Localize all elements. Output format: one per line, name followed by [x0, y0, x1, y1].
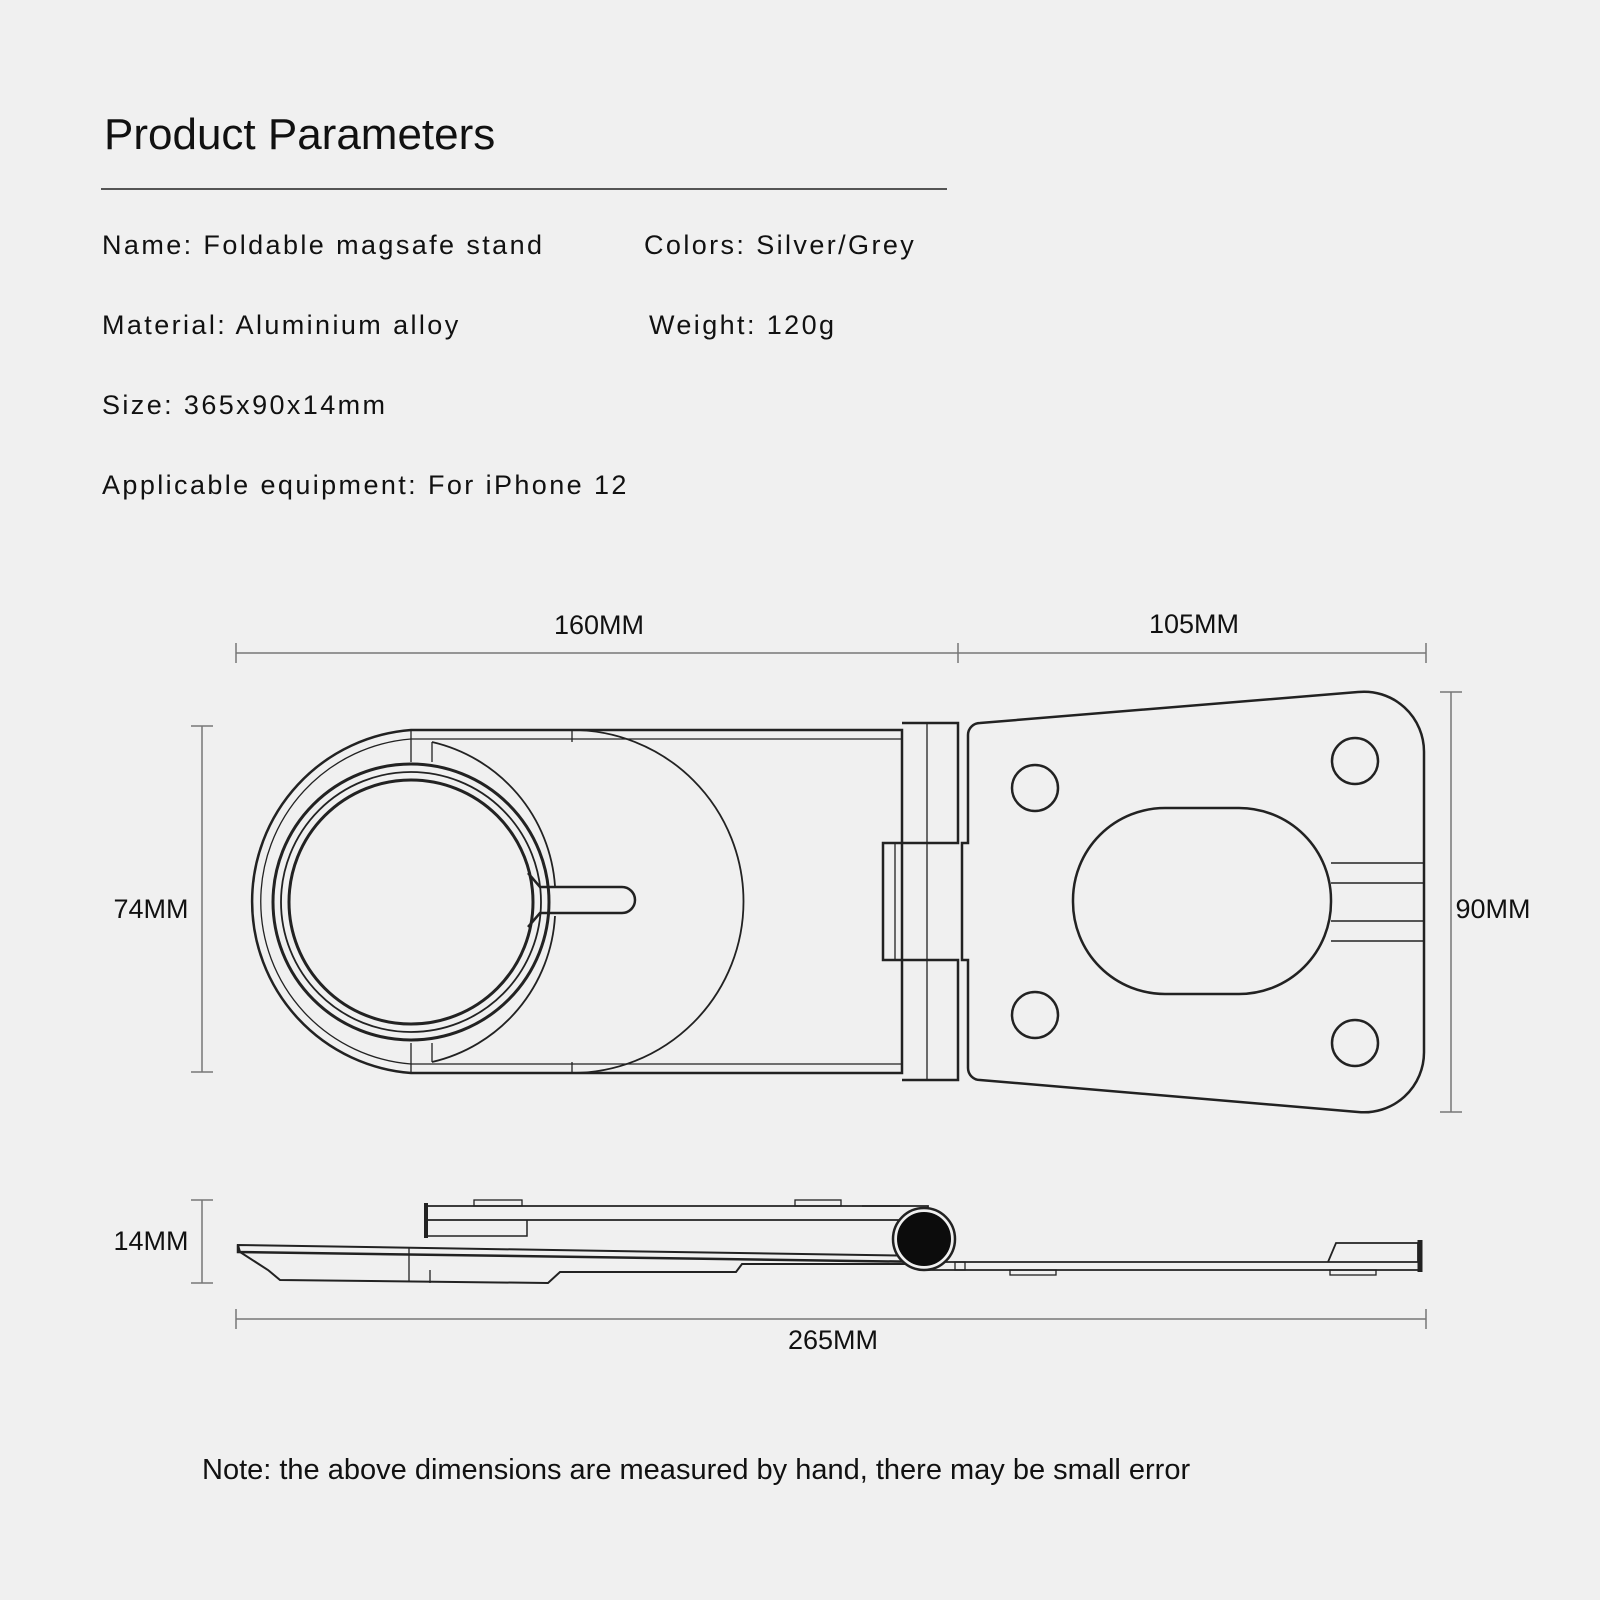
- screw-hole: [1332, 738, 1378, 784]
- stand-top-view-arm: [252, 723, 958, 1080]
- param-size: Size: 365x90x14mm: [102, 390, 388, 420]
- screw-hole: [1012, 992, 1058, 1038]
- dim-label-top-left: 160MM: [553, 610, 645, 640]
- param-weight: Weight: 120g: [649, 310, 837, 340]
- hinge-icon: [898, 1213, 950, 1265]
- param-name: Name: Foldable magsafe stand: [102, 230, 545, 260]
- dim-label-top-right: 105MM: [1148, 609, 1240, 639]
- param-colors: Colors: Silver/Grey: [644, 230, 917, 260]
- stand-side-view: [238, 1200, 1420, 1283]
- page-title: Product Parameters: [104, 110, 496, 159]
- dim-label-right-height: 90MM: [1455, 894, 1531, 924]
- param-material: Material: Aluminium alloy: [102, 310, 461, 340]
- measurement-note: Note: the above dimensions are measured by hand, there may be small error: [202, 1454, 1191, 1486]
- stand-top-view-base: [962, 692, 1424, 1113]
- dim-label-total-length: 265MM: [787, 1325, 879, 1355]
- dimension-lines: [191, 643, 1462, 1329]
- screw-hole: [1012, 765, 1058, 811]
- param-applicable-equipment: Applicable equipment: For iPhone 12: [102, 470, 629, 500]
- dim-label-thickness: 14MM: [113, 1226, 189, 1256]
- screw-hole: [1332, 1020, 1378, 1066]
- dim-label-left-height: 74MM: [113, 894, 189, 924]
